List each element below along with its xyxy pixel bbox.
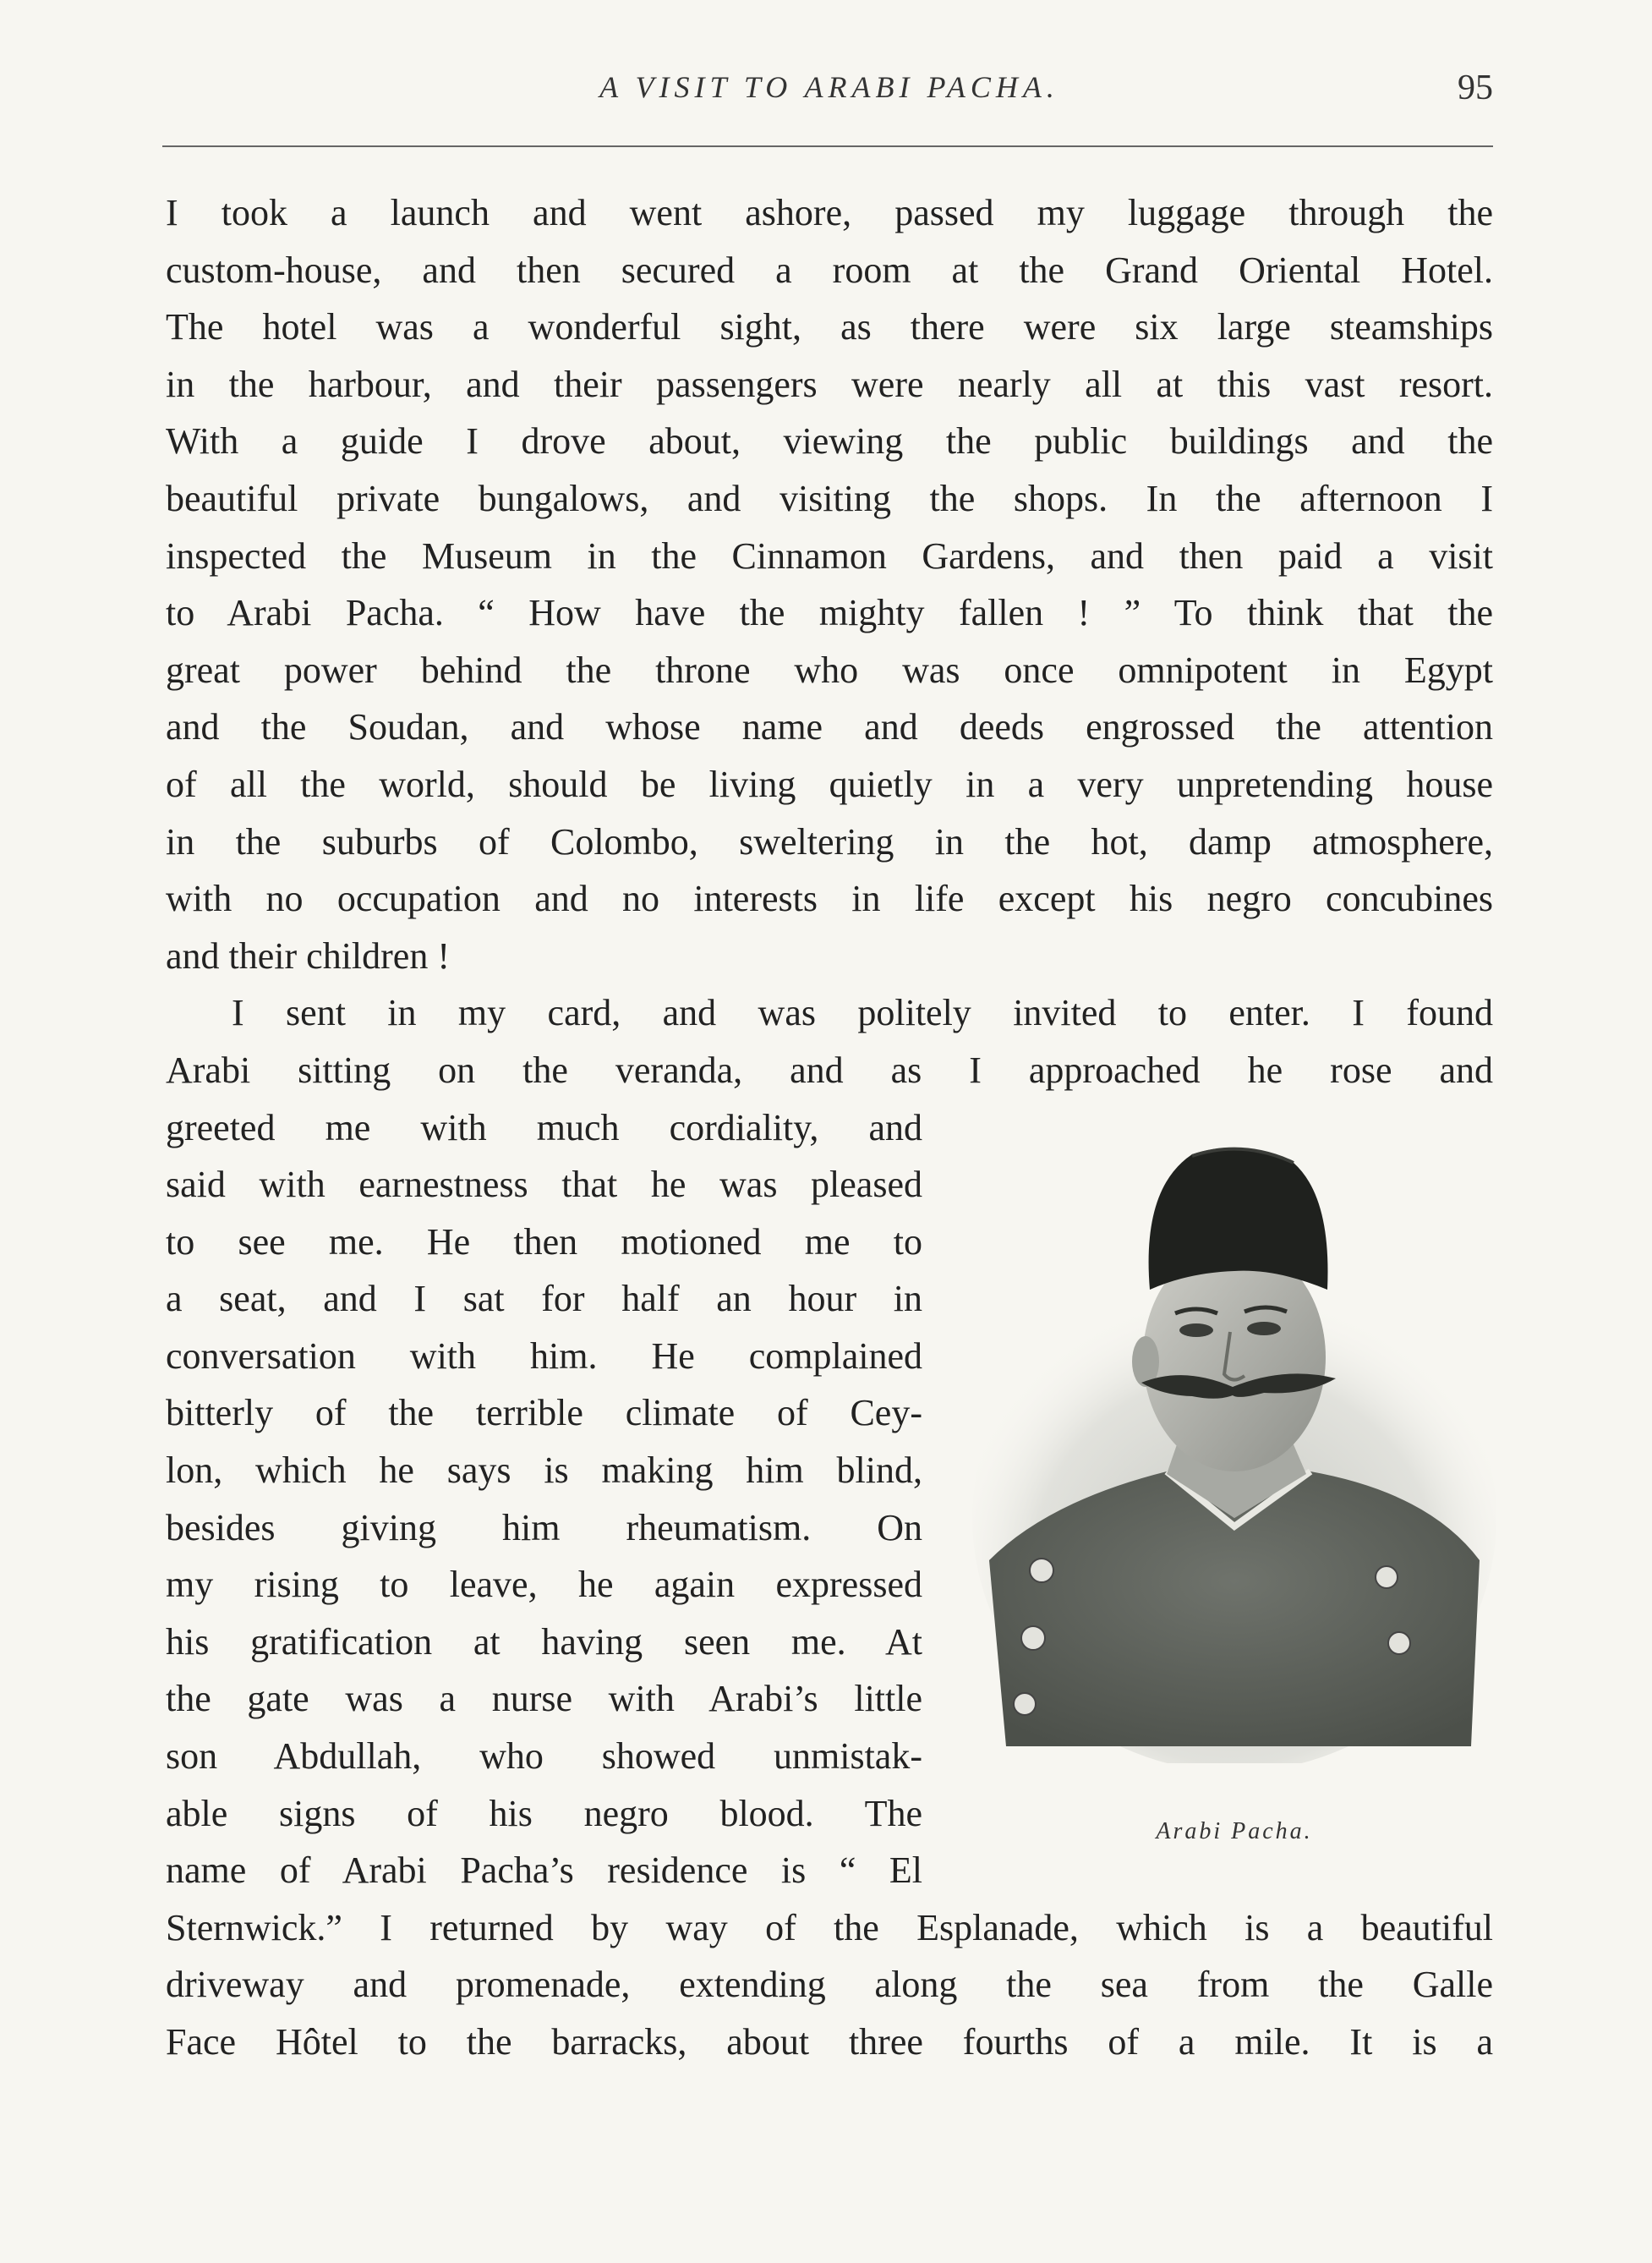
- text-line: driveway and promenade, extending along the sea from the Galle: [166, 1964, 1493, 2006]
- text-line: Face Hôtel to the barracks, about three fourths of a mile. It is a: [166, 2021, 1493, 2063]
- text-line: the gate was a nurse with Arabi’s little: [166, 1678, 922, 1720]
- text-line: and the Soudan, and whose name and deeds engrossed the attention: [166, 706, 1493, 748]
- text-line: lon, which he says is making him blind,: [166, 1449, 922, 1492]
- text-line: With a guide I drove about, viewing the public buildings and the: [166, 420, 1493, 463]
- text-line: custom-house, and then secured a room at the Grand Oriental Hotel.: [166, 249, 1493, 291]
- text-line: said with earnestness that he was pleased: [166, 1164, 922, 1206]
- text-line: conversation with him. He complained: [166, 1334, 922, 1377]
- page-number: 95: [1458, 68, 1493, 107]
- text-line: great power behind the throne who was once omnipotent in Egypt: [166, 649, 1493, 691]
- text-line: able signs of his negro blood. The: [166, 1792, 922, 1834]
- text-line: Arabi sitting on the veranda, and as I approached he rose and: [166, 1049, 1493, 1091]
- text-line: to see me. He then motioned me to: [166, 1220, 922, 1263]
- running-title: A VISIT TO ARABI PACHA.: [599, 70, 1059, 104]
- text-line: greeted me with much cordiality, and: [166, 1106, 922, 1148]
- text-line: Sternwick.” I returned by way of the Esplanade, which is a beautiful: [166, 1906, 1493, 1948]
- text-line: in the harbour, and their passengers were nearly all at this vast resort.: [166, 363, 1493, 405]
- text-line: his gratification at having seen me. At: [166, 1620, 922, 1663]
- text-line: son Abdullah, who showed unmistak-: [166, 1735, 922, 1778]
- text-line: bitterly of the terrible climate of Cey-: [166, 1392, 922, 1434]
- text-line: name of Arabi Pacha’s residence is “ El: [166, 1849, 922, 1892]
- text-line: to Arabi Pacha. “ How have the mighty fallen ! ” To think that the: [166, 592, 1493, 634]
- text-line: a seat, and I sat for half an hour in: [166, 1278, 922, 1320]
- text-line: beautiful private bungalows, and visiting the shops. In the afternoon I: [166, 477, 1493, 519]
- text-line: in the suburbs of Colombo, sweltering in the hot, damp atmosphere,: [166, 820, 1493, 863]
- text-line: of all the world, should be living quietly in a very unpretending house: [166, 763, 1493, 805]
- portrait-figure: [972, 1121, 1496, 1780]
- header-rule: [162, 145, 1493, 147]
- text-line: I took a launch and went ashore, passed my luggage through the: [166, 192, 1493, 233]
- text-line: and their children !: [166, 934, 450, 977]
- figure-caption: Arabi Pacha.: [1156, 1818, 1313, 1844]
- text-line: The hotel was a wonderful sight, as there were six large steamships: [166, 306, 1493, 348]
- portrait-illustration: [972, 1121, 1496, 1763]
- text-line: besides giving him rheumatism. On: [166, 1506, 922, 1548]
- running-head: [166, 69, 1493, 112]
- text-line: my rising to leave, he again expressed: [166, 1564, 922, 1606]
- text-line: with no occupation and no interests in life except his negro concubines: [166, 878, 1493, 920]
- text-line: inspected the Museum in the Cinnamon Gardens, and then paid a visit: [166, 534, 1493, 577]
- text-line: I sent in my card, and was politely invited to enter. I found: [232, 992, 1493, 1034]
